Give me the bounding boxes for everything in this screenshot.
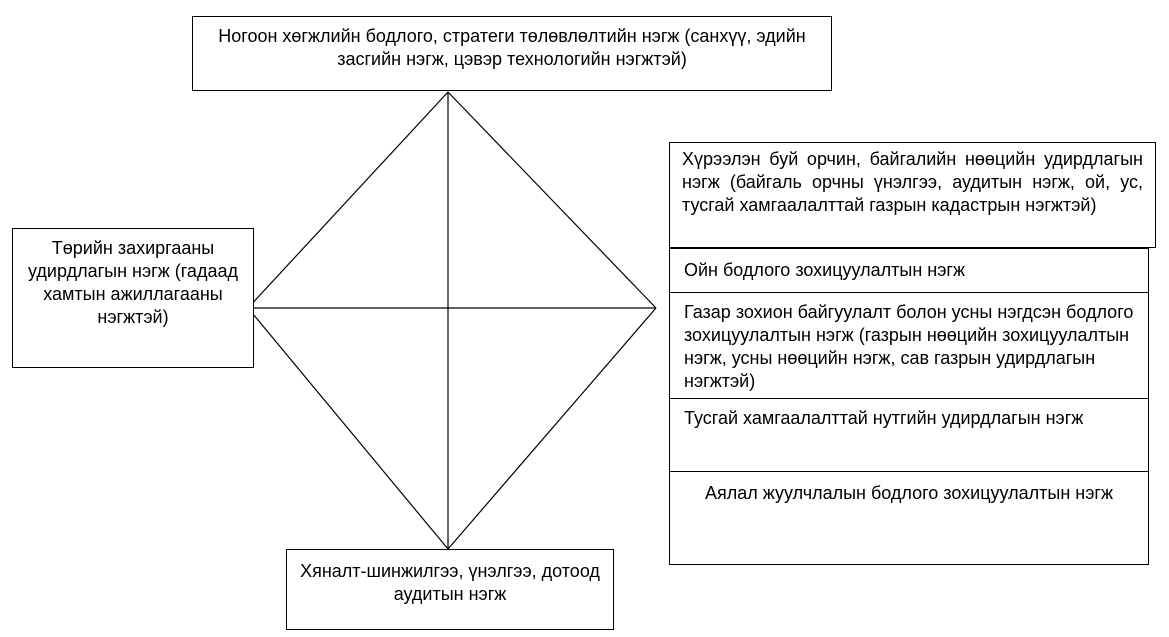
protected-area-unit-box — [669, 398, 1149, 471]
connector-top-left — [248, 92, 448, 308]
connector-bottom-left — [248, 308, 448, 549]
public-administration-unit-text: Төрийн захиргааны удирдлагын нэгж (гадаад хамтын ажиллагааны нэгжтэй) — [28, 238, 238, 327]
monitoring-audit-unit-box — [286, 549, 614, 630]
green-development-unit-box — [192, 16, 832, 91]
tourism-policy-unit-text: Аялал жуулчлалын бодлого зохицуулалтын нэгж — [704, 483, 1114, 503]
tourism-policy-unit-box — [669, 471, 1149, 565]
protected-area-unit-text: Тусгай хамгаалалттай нутгийн удирдлагын нэгж — [684, 408, 1084, 428]
forest-policy-unit-text: Ойн бодлого зохицуулалтын нэгж — [684, 260, 966, 280]
environment-resource-unit-box — [669, 142, 1156, 248]
monitoring-audit-unit-text: Хяналт-шинжилгээ, үнэлгээ, дотоод аудитын нэгж — [300, 561, 600, 604]
land-water-policy-unit-box — [669, 292, 1149, 398]
forest-policy-unit-box — [669, 248, 1149, 292]
green-development-unit-text: Ногоон хөгжлийн бодлого, стратеги төлөвлөлтийн нэгж (санхүү, эдийн засгийн нэгж, цэвэр технологийн нэгжтэй) — [218, 26, 806, 69]
land-water-policy-unit-text: Газар зохион байгуулалт болон усны нэгдсэн бодлого зохицуулалтын нэгж (газрын нөөцийн зохицуулалтын нэгж, усны нөөцийн нэгж, сав газрын удирдлагын нэгжтэй) — [684, 302, 1134, 391]
environment-resource-unit-text: Хүрээлэн буй орчин, байгалийн нөөцийн удирдлагын нэгж (байгаль орчны үнэлгээ, аудитын нэгж, ой, ус, тусгай хамгаалалттай газрын кадастрын нэгжтэй) — [682, 149, 1143, 215]
public-administration-unit-box — [12, 228, 254, 368]
connector-top-right — [448, 92, 656, 308]
connector-bottom-right — [448, 308, 656, 549]
